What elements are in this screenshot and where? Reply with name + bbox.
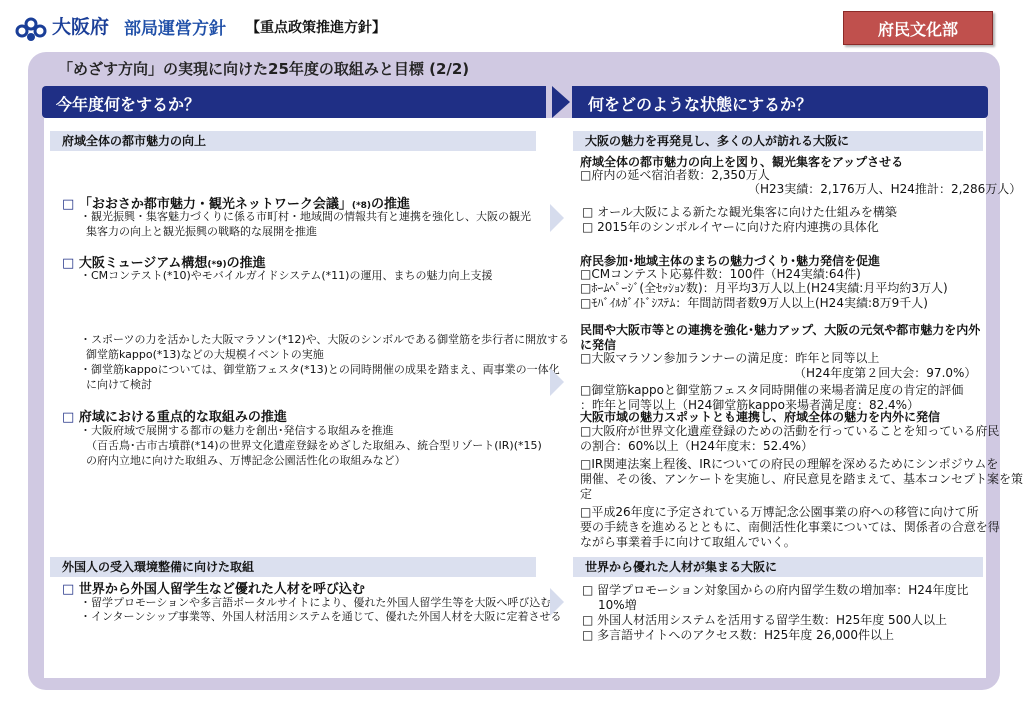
goal-6-line-1: □ 留学プロモーション対象国からの府内留学生数の増加率：H24年度比 <box>582 583 969 597</box>
left-header-bar <box>42 86 546 118</box>
osaka-emblem-icon <box>14 15 48 43</box>
goal-1-line-1: □府内の延べ宿泊者数：2,350万人 <box>580 168 770 182</box>
goal-4-heading-2: に発信 <box>580 338 617 352</box>
page-subtitle: 【重点政策推進方針】 <box>246 20 386 36</box>
item-4-line-1: ・留学プロモーションや多言語ポータルサイトにより、優れた外国人留学生等を大阪へ呼び込む <box>80 596 552 609</box>
goal-5-line-3: □IR関連法案上程後、IRについての府民の理解を深めるためにシンポジウムを <box>580 457 999 471</box>
item-1-line-2: 集客力の向上と観光振興の戦略的な展開を推進 <box>86 225 317 238</box>
item-1-title: □ 「おおさか都市魅力・観光ネットワーク会議」(*8)の推進 <box>62 197 411 212</box>
goal-6-line-2: 10%増 <box>598 598 637 612</box>
goal-5-line-5: 定 <box>580 487 593 501</box>
goal-5-line-8: ながら事業着手に向けて取組んでいく。 <box>580 535 796 549</box>
item-3-line-2: （百舌鳥･古市古墳群(*14)の世界文化遺産登録をめざした取組み、統合型リゾート(IR)(*15) <box>86 439 542 452</box>
right-section-header-2: 世界から優れた人材が集まる大阪に <box>573 557 983 577</box>
left-section-header-1: 府域全体の都市魅力の向上 <box>50 131 536 151</box>
sports-line-2: 御堂筋kappo(*13)などの大規模イベントの実施 <box>86 348 324 361</box>
goal-5-line-4: 開催、その後、アンケートを実施し、府民意見を踏まえて、基本コンセプト案を策 <box>580 472 1023 486</box>
goal-1-line-2: （H23実績：2,176万人、H24推計：2,286万人） <box>748 182 1022 196</box>
sports-line-4: に向けて検討 <box>86 378 152 391</box>
item-3-line-3: の府内立地に向けた取組み、万博記念公園活性化の取組みなど） <box>86 454 406 467</box>
right-header-bar <box>572 86 988 118</box>
item-4-title: □ 世界から外国人留学生など優れた人材を呼び込む <box>62 582 365 597</box>
item-1-line-1: ・観光振興・集客魅力づくりに係る市町村・地域間の情報共有と連携を強化し、大阪の観光 <box>80 210 531 223</box>
sports-line-3: ・御堂筋kappoについては、御堂筋フェスタ(*13)との同時開催の成果を踏まえ、両事業の一体化 <box>80 363 560 376</box>
goal-4-line-4: ：昨年と同等以上（H24御堂筋kappo来場者満足度：82.4%） <box>580 398 920 412</box>
goal-4-heading-1: 民間や大阪市等との連携を強化･魅力アップ、大阪の元気や都市魅力を内外 <box>580 323 981 337</box>
checkbox-icon: □ <box>62 256 75 271</box>
goal-5-line-7: 要の手続きを進めるとともに、南側活性化事業については、関係者の合意を得 <box>580 520 1000 534</box>
goal-6-line-3: □ 外国人材活用システムを活用する留学生数：H25年度 500人以上 <box>582 613 947 627</box>
link-arrow-icon <box>550 588 564 616</box>
goal-3-line-2: □ﾎｰﾑﾍﾟｰｼﾞ(全ｾｯｼｮﾝ数)：月平均3万人以上(H24実績:月平均約3万人) <box>580 281 948 295</box>
department-badge: 府民文化部 <box>843 11 993 45</box>
item-3-line-1: ・大阪府域で展開する都市の魅力を創出･発信する取組みを推進 <box>80 424 394 437</box>
goal-1-heading: 府域全体の都市魅力の向上を図り、観光集客をアップさせる <box>580 155 904 169</box>
goal-3-line-3: □ﾓﾊﾞｲﾙｶﾞｲﾄﾞｼｽﾃﾑ：年間訪問者数9万人以上(H24実績:8万9千人) <box>580 296 928 310</box>
goal-4-line-2: （H24年度第２回大会：97.0%） <box>794 366 977 380</box>
goal-5-heading: 大阪市域の魅力スポットとも連携し、府域全体の魅力を内外に発信 <box>580 410 941 424</box>
goal-2-line-2: □ 2015年のシンボルイヤーに向けた府内連携の具体化 <box>582 220 879 234</box>
left-section-header-2: 外国人の受入環境整備に向けた取組 <box>50 557 536 577</box>
goal-6-line-4: □ 多言語サイトへのアクセス数：H25年度 26,000件以上 <box>582 628 895 642</box>
right-section-header-1: 大阪の魅力を再発見し、多くの人が訪れる大阪に <box>573 131 983 151</box>
item-2-title: □ 大阪ミュージアム構想(*9)の推進 <box>62 256 266 271</box>
checkbox-icon: □ <box>62 197 75 212</box>
item-4-line-2: ・インターンシップ事業等、外国人材活用システムを通じて、優れた外国人材を大阪に定着させる <box>80 610 562 623</box>
page-title: 部局運営方針 <box>124 19 226 39</box>
goal-4-line-3: □御堂筋kappoと御堂筋フェスタ同時開催の来場者満足度の肯定的評価 <box>580 383 964 397</box>
header-arrow-icon <box>552 86 570 118</box>
checkbox-icon: □ <box>62 582 75 597</box>
goal-5-line-6: □平成26年度に予定されている万博記念公園事業の府への移管に向けて所 <box>580 505 979 519</box>
goal-3-line-1: □CMコンテスト応募件数：100件（H24実績:64件) <box>580 267 861 281</box>
checkbox-icon: □ <box>62 410 75 425</box>
item-3-title: □ 府域における重点的な取組みの推進 <box>62 410 287 425</box>
goal-5-line-2: の割合：60%以上（H24年度末：52.4%） <box>580 439 814 453</box>
item-2-line-1: ・CMコンテスト(*10)やモバイルガイドシステム(*11)の運用、まちの魅力向上支援 <box>80 269 493 282</box>
left-bar-label: 今年度何をするか？ <box>56 95 201 114</box>
goal-2-line-1: □ オール大阪による新たな観光集客に向けた仕組みを構築 <box>582 205 897 219</box>
prefecture-name: 大阪府 <box>52 16 110 38</box>
goal-5-line-1: □大阪府が世界文化遺産登録のための活動を行っていることを知っている府民 <box>580 424 1000 438</box>
link-arrow-icon <box>550 204 564 232</box>
sports-line-1: ・スポーツの力を活かした大阪マラソン(*12)や、大阪のシンボルである御堂筋を歩行者に開放する <box>80 333 570 346</box>
goal-3-heading: 府民参加･地域主体のまちの魅力づくり･魅力発信を促進 <box>580 254 881 268</box>
goal-4-line-1: □大阪マラソン参加ランナーの満足度：昨年と同等以上 <box>580 351 880 365</box>
right-bar-label: 何をどのような状態にするか？ <box>588 95 813 114</box>
frame-title: 「めざす方向」の実現に向けた25年度の取組みと目標 (2/2) <box>58 60 470 78</box>
link-arrow-icon <box>550 368 564 396</box>
